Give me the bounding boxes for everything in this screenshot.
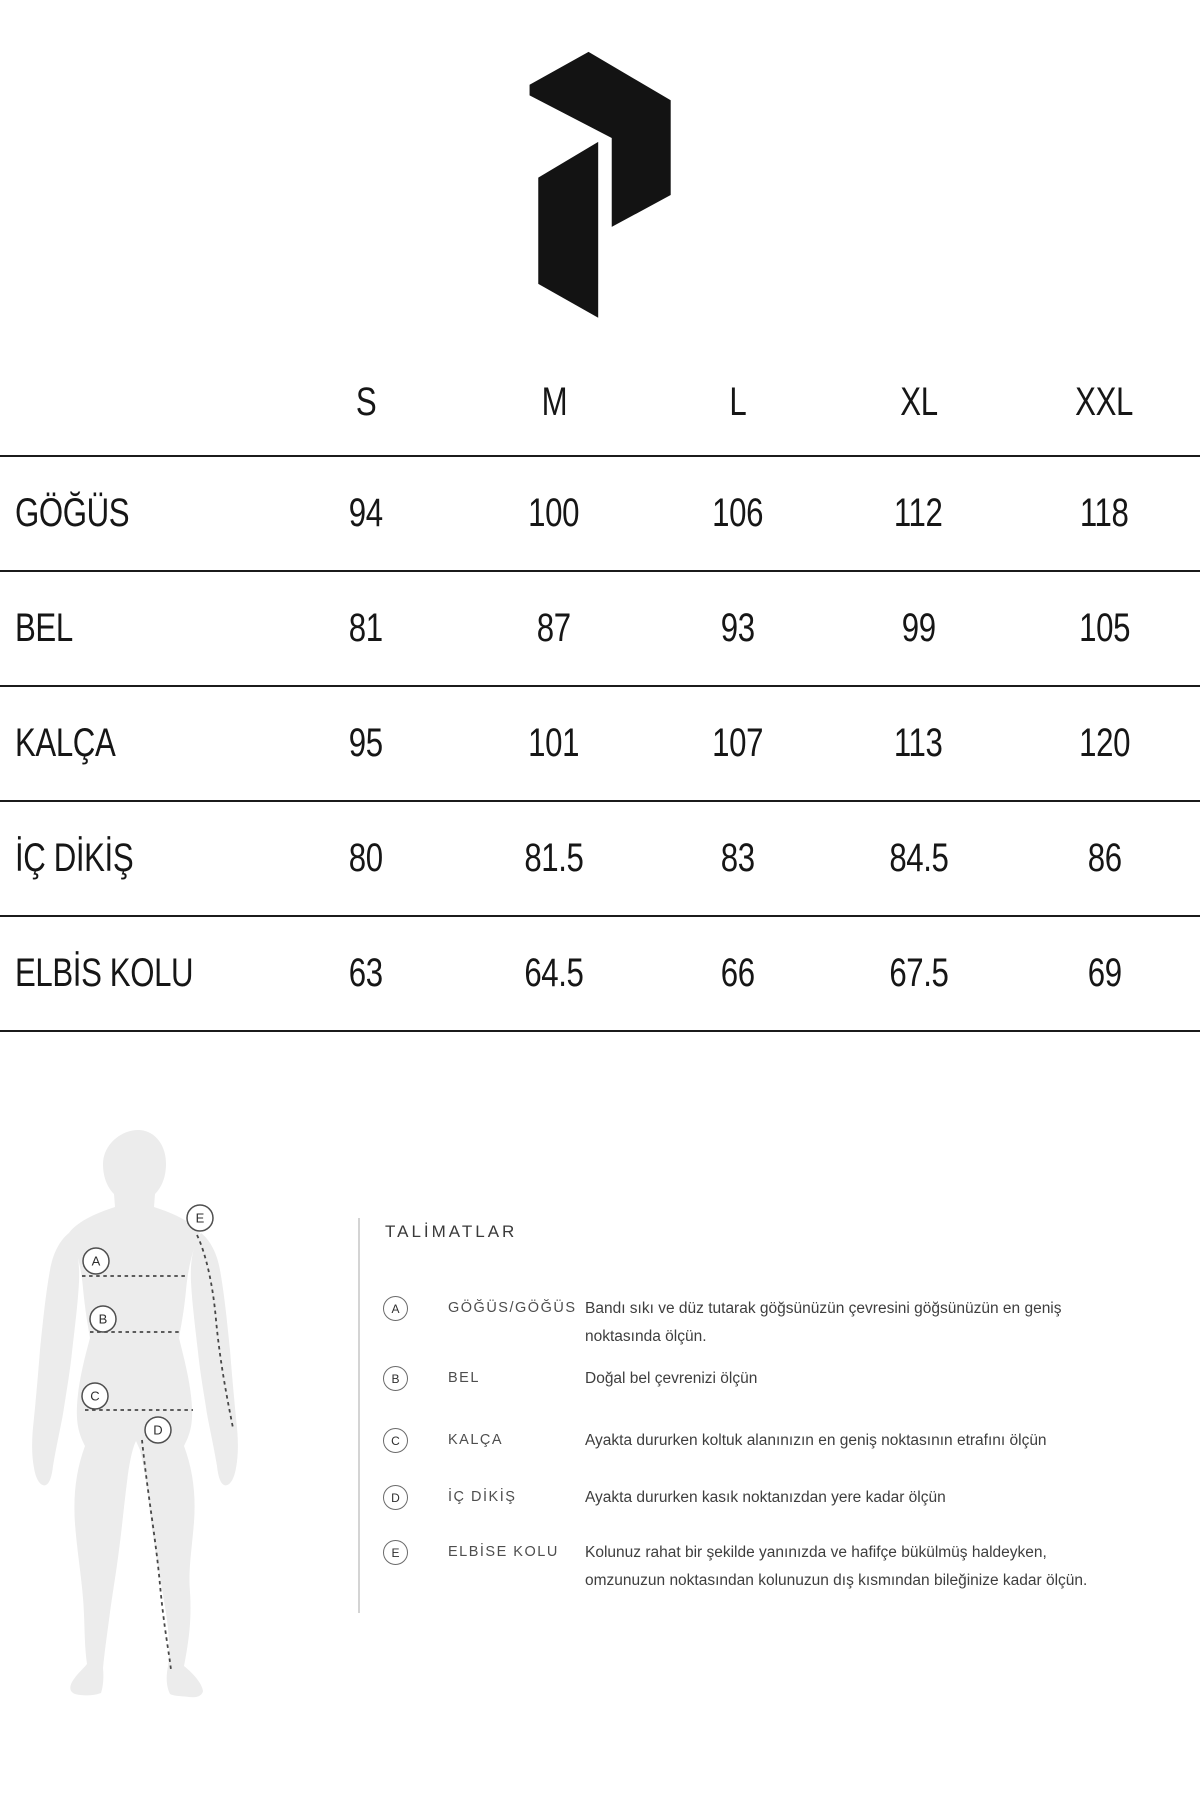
body-silhouette	[30, 1130, 240, 1700]
marker-b-letter: B	[98, 1311, 108, 1327]
cell-value: 64.5	[524, 951, 584, 995]
instruction-description: Kolunuz rahat bir şekilde yanınızda ve hafifçe bükülmüş haldeyken, omzunuzun noktasından kolunuzun dış kısmından bileğinize kadar ölçün.	[585, 1544, 1088, 1589]
cell-value: 120	[1079, 721, 1130, 765]
size-table	[0, 350, 1200, 1032]
instruction-letter-badge: C	[383, 1428, 408, 1453]
instruction-label: BEL	[448, 1370, 480, 1386]
instruction-item-e	[383, 1540, 1087, 1595]
instruction-label: ELBİSE KOLU	[448, 1544, 559, 1560]
marker-d-letter: D	[153, 1422, 163, 1438]
marker-e	[187, 1205, 213, 1231]
instructions-heading: TALİMATLAR	[385, 1222, 518, 1241]
table-row-ic-dikis	[0, 802, 1200, 917]
silhouette-right-arm	[191, 1233, 238, 1485]
table-row-kalca	[0, 687, 1200, 802]
size-header-s: S	[355, 380, 377, 424]
silhouette-left-arm	[32, 1233, 79, 1485]
peak-performance-logo-icon	[524, 50, 684, 340]
cell-value: 118	[1080, 491, 1129, 535]
cell-value: 67.5	[888, 951, 949, 995]
instruction-label: KALÇA	[448, 1432, 504, 1448]
size-header-xxl: XXL	[1075, 380, 1134, 424]
instruction-item-d	[383, 1485, 946, 1512]
cell-value: 84.5	[888, 836, 949, 880]
cell-value: 94	[349, 491, 383, 535]
cell-value: 99	[901, 606, 936, 650]
instruction-letter-badge: E	[383, 1540, 408, 1565]
cell-value: 100	[528, 491, 580, 535]
cell-value: 112	[894, 491, 943, 535]
marker-a-letter: A	[91, 1253, 101, 1269]
cell-value: 107	[712, 721, 764, 765]
row-label: KALÇA	[15, 721, 116, 765]
table-row-gogus	[0, 457, 1200, 572]
cell-value: 106	[712, 491, 764, 535]
instruction-item-c	[383, 1428, 1047, 1455]
table-row-bel	[0, 572, 1200, 687]
cell-value: 95	[349, 721, 383, 765]
cell-value: 101	[528, 721, 580, 765]
size-table-header	[0, 350, 1200, 457]
cell-value: 87	[537, 606, 571, 650]
instruction-description: Doğal bel çevrenizi ölçün	[585, 1370, 758, 1387]
instruction-description: Bandı sıkı ve düz tutarak göğsünüzün çevresini göğsünüzün en geniş noktasında ölçün.	[585, 1300, 1062, 1345]
instruction-letter-badge: D	[383, 1485, 408, 1510]
row-label: İÇ DİKİŞ	[15, 836, 134, 880]
instruction-description: Ayakta dururken kasık noktanızdan yere kadar ölçün	[585, 1489, 946, 1506]
cell-value: 81	[349, 606, 383, 650]
size-header-l: L	[729, 380, 747, 424]
cell-value: 83	[721, 836, 755, 880]
instruction-description: Ayakta dururken koltuk alanınızın en geniş noktasının etrafını ölçün	[585, 1432, 1047, 1449]
cell-value: 63	[349, 951, 383, 995]
cell-value: 105	[1079, 606, 1130, 650]
instruction-letter-badge: B	[383, 1366, 408, 1391]
marker-d	[145, 1417, 171, 1443]
section-divider	[358, 1218, 360, 1613]
instruction-item-a	[383, 1296, 1062, 1351]
row-label: ELBİS KOLU	[15, 951, 194, 995]
instruction-label: İÇ DİKİŞ	[448, 1489, 517, 1505]
size-header-m: M	[541, 380, 567, 424]
row-label: BEL	[15, 606, 73, 650]
row-label: GÖĞÜS	[15, 491, 130, 535]
instruction-letter-badge: A	[383, 1296, 408, 1321]
cell-value: 69	[1087, 951, 1122, 995]
cell-value: 86	[1087, 836, 1122, 880]
instruction-label: GÖĞÜS/GÖĞÜS	[448, 1300, 577, 1316]
cell-value: 93	[721, 606, 755, 650]
marker-c	[82, 1383, 108, 1409]
instruction-item-b	[383, 1366, 757, 1393]
cell-value: 81.5	[524, 836, 584, 880]
marker-a	[83, 1248, 109, 1274]
cell-value: 113	[894, 721, 943, 765]
silhouette-torso	[69, 1130, 203, 1697]
marker-e-letter: E	[195, 1210, 205, 1226]
cell-value: 66	[721, 951, 755, 995]
size-header-xl: XL	[899, 380, 938, 424]
cell-value: 80	[349, 836, 383, 880]
marker-b	[90, 1306, 116, 1332]
table-row-elbis-kolu	[0, 917, 1200, 1032]
marker-c-letter: C	[90, 1388, 100, 1404]
